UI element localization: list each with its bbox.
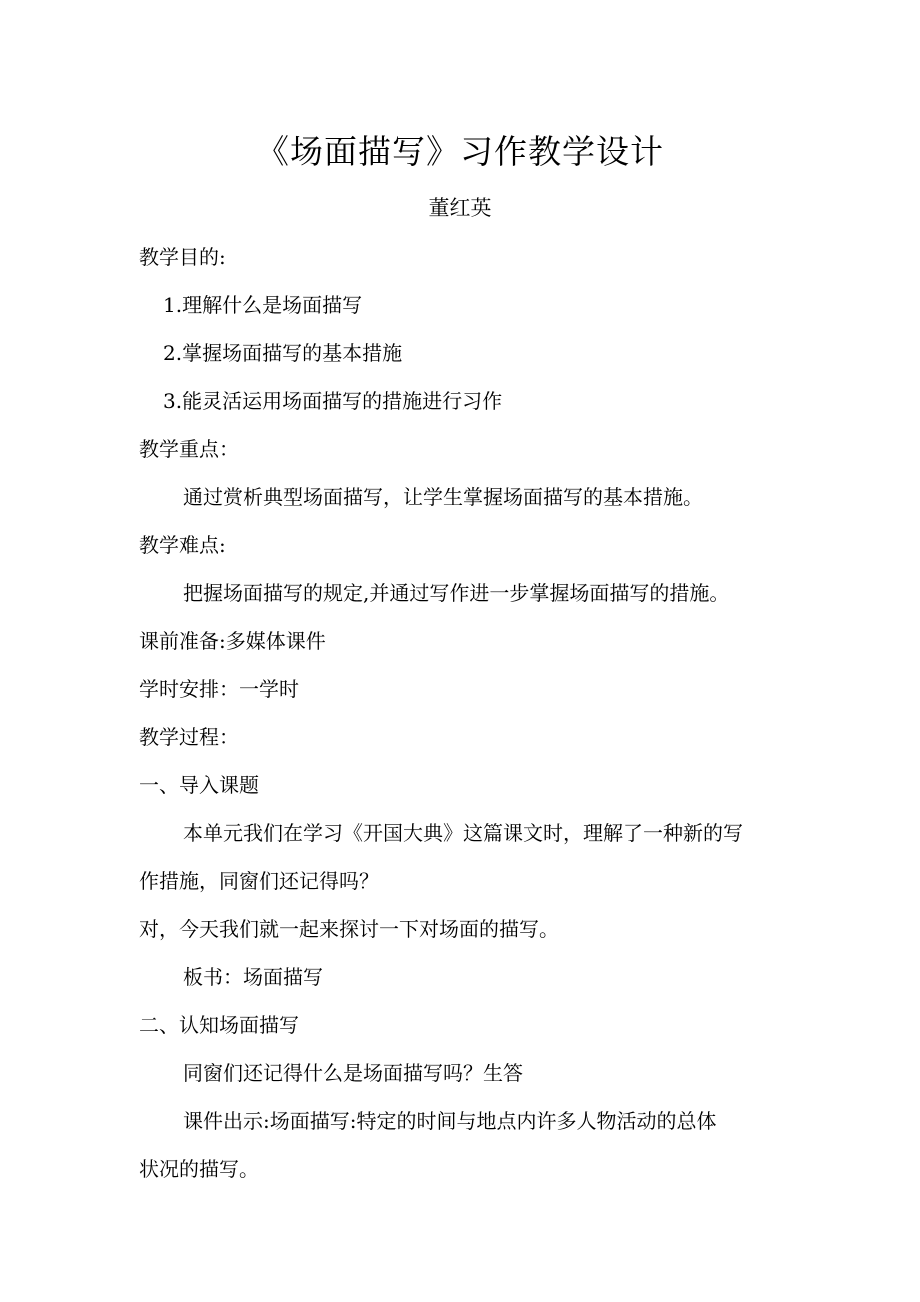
objective-item-3: 3.能灵活运用场面描写的措施进行习作 <box>163 389 503 413</box>
author-name: 董红英 <box>428 196 492 220</box>
section-heading-process: 教学过程： <box>139 725 239 749</box>
paragraph-line: 作措施，同窗们还记得吗？ <box>139 869 379 893</box>
step-heading-1: 一、导入课题 <box>139 773 259 797</box>
blackboard-line: 板书：场面描写 <box>183 965 323 989</box>
document-title: 《场面描写》习作教学设计 <box>256 132 664 171</box>
paragraph-line: 本单元我们在学习《开国大典》这篇课文时，理解了一种新的写 <box>183 821 743 845</box>
paragraph-line: 同窗们还记得什么是场面描写吗？生答 <box>183 1061 523 1085</box>
schedule-line: 学时安排：一学时 <box>139 677 299 701</box>
preparation-line: 课前准备:多媒体课件 <box>139 629 326 653</box>
section-heading-objectives: 教学目的: <box>139 245 226 269</box>
key-points-text: 通过赏析典型场面描写，让学生掌握场面描写的基本措施。 <box>183 485 703 509</box>
paragraph-line: 状况的描写。 <box>139 1157 259 1181</box>
section-heading-difficulties: 教学难点: <box>139 533 226 557</box>
section-heading-key-points: 教学重点： <box>139 437 239 461</box>
paragraph-line: 对，今天我们就一起来探讨一下对场面的描写。 <box>139 917 559 941</box>
objective-item-1: 1.理解什么是场面描写 <box>163 293 363 317</box>
paragraph-line: 课件出示:场面描写:特定的时间与地点内许多人物活动的总体 <box>183 1109 717 1133</box>
difficulties-text: 把握场面描写的规定,并通过写作进一步掌握场面描写的措施。 <box>183 581 730 605</box>
objective-item-2: 2.掌握场面描写的基本措施 <box>163 341 403 365</box>
step-heading-2: 二、认知场面描写 <box>139 1013 299 1037</box>
